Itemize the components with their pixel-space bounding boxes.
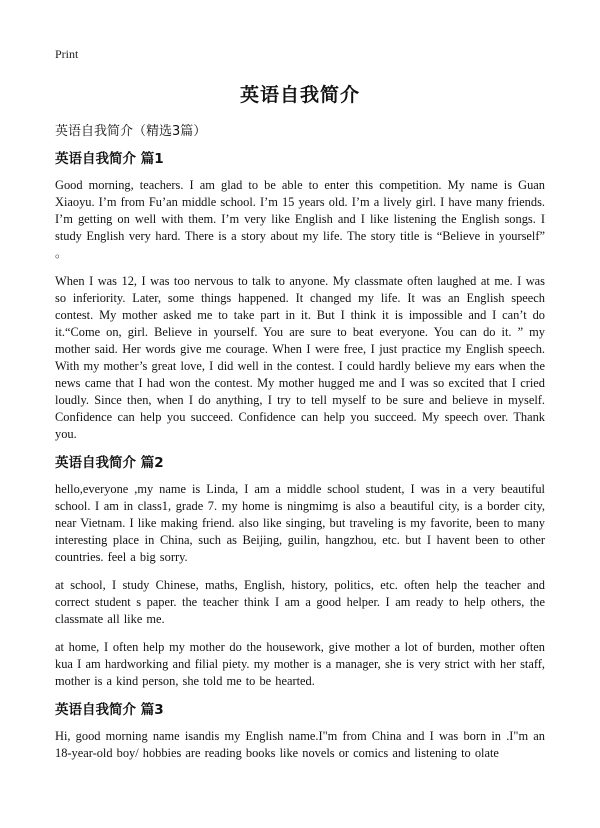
section-heading-3: 英语自我简介 篇3 (55, 702, 164, 718)
paragraph: at home, I often help my mother do the housework, give mother a lot of burden, mother often kua I am hardworking and filial piety. my mother is a manager, she is very strict with her staff, mother is a kind person, she told me to be hearted. (55, 640, 545, 688)
section-heading-2: 英语自我简介 篇2 (55, 455, 164, 471)
paragraph: at school, I study Chinese, maths, English, history, politics, etc. often help the teacher and correct student s paper. the teacher think I am a good helper. I am ready to help others, the classmate all like me. (55, 578, 545, 626)
section-heading-1: 英语自我简介 篇1 (55, 151, 164, 167)
paragraph: When I was 12, I was too nervous to talk to anyone. My classmate often laughed at me. I was so inferiority. Later, some things happened. It changed my life. It was an English speech contest. My mother asked me to take part in it. But I think it is impossible and I can’t do it.“Come on, girl. Believe in yourself. You are sure to beat everyone. You can do it. ” my mother said. Her words give me courage. When I were free, I just practice my English speech. With my mother’s great love, I did well in the contest. I could hardly believe my ears when the news came that I had won the contest. My mother hugged me and I was so excited that I cried loudly. Since then, when I do anything, I try to tell myself to be sure and believe in myself. Confidence can help you succeed. Confidence can help you succeed. My speech over. Thank you. (55, 274, 545, 441)
article-body (55, 150, 545, 773)
page-title: 英语自我简介 (239, 84, 360, 106)
print-label[interactable]: Print (55, 47, 79, 61)
paragraph: hello,everyone ,my name is Linda, I am a middle school student, I was in a very beautiful school. I am in class1, grade 7. my home is ningmimg is also a beautiful city, is a border city, near Vietnam. I like making friend. also like singing, but traveling is my favorite, been to many interesting place in China, such as Beijing, guilin, hangzhou, etc. but I havent been to other countries. feel a big sorry. (55, 482, 545, 564)
paragraph: Good morning, teachers. I am glad to be able to enter this competition. My name is Guan Xiaoyu. I’m from Fu’an middle school. I’m 15 years old. I’m a lively girl. I have many friends. I’m getting on well with them. I’m very like English and I like listening the English songs. I study English very hard. There is a story about my life. The story title is “Believe in yourself” 。 (55, 178, 545, 260)
paragraph: Hi, good morning name isandis my English name.I"m from China and I was born in .I"m an 18-year-old boy/ hobbies are reading books like novels or comics and listening to olate (55, 729, 545, 760)
page-subtitle: 英语自我简介（精选3篇） (55, 124, 207, 139)
